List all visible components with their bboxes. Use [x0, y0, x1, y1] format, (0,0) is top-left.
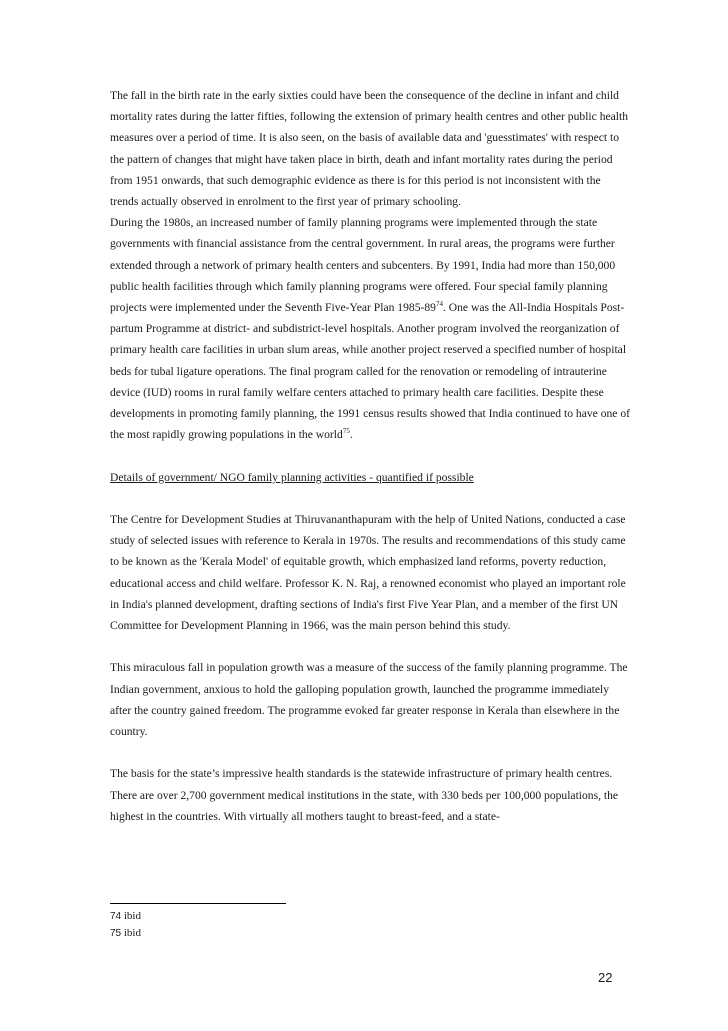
spacer [110, 742, 630, 763]
page-number: 22 [598, 970, 613, 985]
spacer [110, 488, 630, 509]
spacer [110, 445, 630, 466]
section-heading: Details of government/ NGO family planning activities - quantified if possible [110, 470, 474, 484]
paragraph-health-infrastructure: The basis for the state’s impressive health standards is the statewide infrastructure of primary health centres. There are over 2,700 government medical institutions in the state, with 330 beds per 100,000 populations, the highest in the countries. With virtually all mothers taught to breast-feed, and a state- [110, 767, 619, 823]
paragraph-text: . [349, 428, 353, 442]
paragraph-text: . One was the All-India Hospitals Post-partum Programme at district- and subdistrict-level hospitals. Another program involved the reorganization of primary health care facilities in urban slum areas, while another project reserved a specified number of hospital beds for tubal ligature operations. The final program called for the renovation or remodeling of intrauterine device (IUD) rooms in rural family welfare centers attached to primary health care facilities. Despite these developments in promoting family planning, the 1991 census results showed that India continued to have one of the most rapidly growing populations in the world [110, 301, 631, 442]
footnote-75 [110, 925, 141, 942]
footnote-number: 74 [110, 911, 122, 922]
paragraph-kerala-model: The Centre for Development Studies at Thiruvananthapuram with the help of United Nations, conducted a case study of selected issues with reference to Kerala in 1970s. The results and recommendations of this study came to be known as the 'Kerala Model' of equitable growth, which emphasized land reforms, poverty reduction, educational access and child welfare. Professor K. N. Raj, a renowned economist who played an important role in India's planned development, drafting sections of India's first Five Year Plan, and a member of the first UN Committee for Development Planning in 1966, was the main person behind this study. [110, 513, 626, 633]
paragraph-birth-rate: The fall in the birth rate in the early sixties could have been the consequence of the decline in infant and child mortality rates during the latter fifties, following the extension of primary health centres and other public health measures over a period of time. It is also seen, on the basis of available data and 'guesstimates' with respect to the pattern of changes that might have taken place in birth, death and infant mortality rates during the period from 1951 onwards, that such demographic evidence as there is for this period is not inconsistent with the trends actually observed in enrolment to the first year of primary schooling. [110, 89, 629, 209]
footnote-74 [110, 908, 141, 925]
footnote-text: ibid [123, 927, 141, 939]
paragraph-family-planning-1980s [110, 212, 630, 445]
paragraph-population-fall: This miraculous fall in population growth was a measure of the success of the family planning programme. The Indian government, anxious to hold the galloping population growth, launched the programme immediately after the country gained freedom. The programme evoked far greater response in Kerala than elsewhere in the country. [110, 661, 628, 739]
paragraph-text: During the 1980s, an increased number of family planning programs were implemented through the state governments with financial assistance from the central government. In rural areas, the programs were further extended through a network of primary health centers and subcenters. By 1991, India had more than 150,000 public health facilities through which family planning programs were offered. Four special family planning projects were implemented under the Seventh Five-Year Plan 1985-89 [110, 216, 616, 315]
footnote-ref-74[interactable]: 74 [435, 300, 443, 309]
footnote-number: 75 [110, 928, 122, 939]
footnote-text: ibid [123, 910, 141, 922]
footnotes [110, 908, 141, 942]
footnote-ref-75[interactable]: 75 [342, 427, 350, 436]
spacer [110, 636, 630, 657]
footnote-separator [110, 903, 286, 904]
body-text [110, 85, 630, 827]
